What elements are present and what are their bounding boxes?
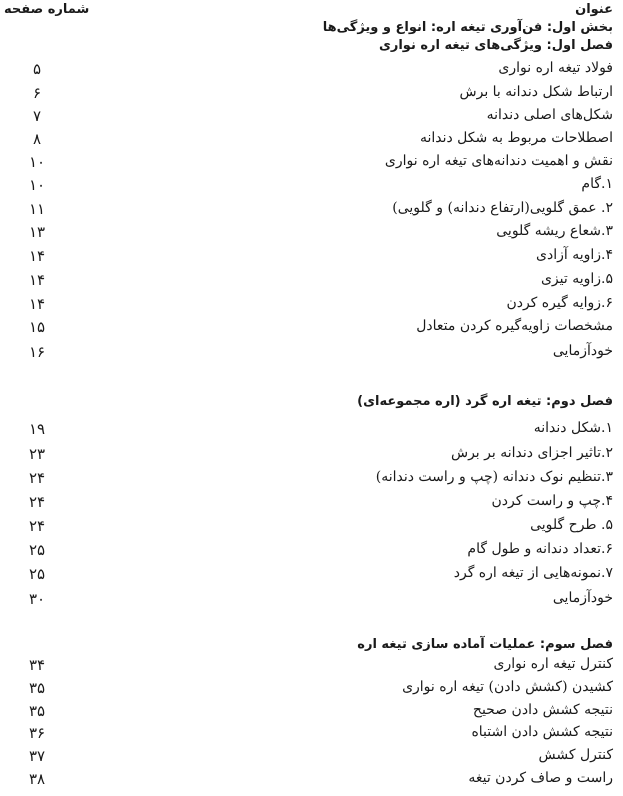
toc-entry-page: ۳۷ bbox=[28, 747, 46, 765]
toc-entry-title: ۱.شکل دندانه bbox=[533, 420, 613, 436]
toc-entry-page: ۲۴ bbox=[28, 469, 46, 487]
toc-entry-page: ۱۵ bbox=[28, 318, 46, 336]
toc-entry-page: ۲۴ bbox=[28, 517, 46, 535]
toc-entry-title: ۱.گام bbox=[581, 176, 613, 192]
column-header-title: عنوان bbox=[575, 2, 613, 17]
part-one-heading: بخش اول: فن‌آوری تیغه اره: انواع و ویژگی‌ها bbox=[322, 20, 613, 35]
toc-entry-page: ۵ bbox=[32, 60, 42, 78]
toc-entry bbox=[0, 130, 623, 152]
toc-entry-page: ۳۶ bbox=[28, 724, 46, 742]
toc-entry-page: ۷ bbox=[32, 107, 42, 125]
toc-entry-page: ۱۱ bbox=[28, 200, 46, 218]
toc-entry-page: ۳۵ bbox=[28, 679, 46, 697]
toc-entry bbox=[0, 271, 623, 293]
toc-entry bbox=[0, 517, 623, 539]
toc-entry-page: ۸ bbox=[32, 130, 42, 148]
toc-entry-page: ۶ bbox=[32, 84, 42, 102]
toc-entry-title: کشیدن (کشش دادن) تیغه اره نواری bbox=[402, 679, 613, 695]
toc-entry bbox=[0, 295, 623, 317]
toc-entry bbox=[0, 590, 623, 612]
toc-entry-page: ۲۵ bbox=[28, 541, 46, 559]
toc-entry-title: راست و صاف کردن تیغه bbox=[468, 770, 613, 786]
toc-entry bbox=[0, 724, 623, 746]
chapter-one-heading: فصل اول: ویژگی‌های تیغه اره نواری bbox=[378, 38, 613, 53]
column-header-page-number: شماره صفحه bbox=[4, 2, 90, 17]
toc-entry-page: ۳۰ bbox=[28, 590, 46, 608]
toc-entry-title: ۲.تاثیر اجزای دندانه بر برش bbox=[450, 445, 613, 461]
toc-entry-page: ۱۹ bbox=[28, 420, 46, 438]
toc-entry-title: ۴.چپ و راست کردن bbox=[491, 493, 613, 509]
toc-entry-title: نتیجه کشش دادن صحیح bbox=[472, 702, 613, 718]
toc-entry-title: ۵. طرح گلویی bbox=[530, 517, 613, 533]
toc-entry bbox=[0, 469, 623, 491]
toc-entry-title: ارتباط شکل دندانه با برش bbox=[459, 84, 613, 100]
toc-entry bbox=[0, 223, 623, 245]
toc-entry bbox=[0, 656, 623, 678]
toc-entry-title: کنترل کشش bbox=[538, 747, 613, 763]
toc-entry-title: ۳.تنظیم نوک دندانه (چپ و راست دندانه) bbox=[375, 469, 613, 485]
toc-entry-page: ۳۵ bbox=[28, 702, 46, 720]
chapter-two-heading: فصل دوم: تیغه اره گرد (اره مجموعه‌ای) bbox=[357, 394, 613, 409]
toc-entry bbox=[0, 343, 623, 365]
toc-entry-page: ۱۳ bbox=[28, 223, 46, 241]
toc-entry bbox=[0, 679, 623, 701]
toc-entry-page: ۱۴ bbox=[28, 271, 46, 289]
toc-entry-page: ۱۰ bbox=[28, 176, 46, 194]
toc-entry bbox=[0, 420, 623, 442]
toc-entry bbox=[0, 445, 623, 467]
toc-entry bbox=[0, 107, 623, 129]
toc-entry-title: اصطلاحات مربوط به شکل دندانه bbox=[419, 130, 613, 146]
toc-entry-title: ۳.شعاع ریشه گلویی bbox=[496, 223, 613, 239]
toc-entry-title: ۶.زوایه گیره کردن bbox=[506, 295, 613, 311]
toc-entry-page: ۱۴ bbox=[28, 247, 46, 265]
toc-entry-title: فولاد تیغه اره نواری bbox=[498, 60, 613, 76]
toc-entry-title: ۷.نمونه‌هایی از تیغه اره گرد bbox=[453, 565, 613, 581]
toc-entry-title: شکل‌های اصلی دندانه bbox=[486, 107, 613, 123]
toc-entry bbox=[0, 702, 623, 724]
toc-entry-title: مشخصات زاویه‌گیره کردن متعادل bbox=[416, 318, 613, 334]
toc-entry bbox=[0, 60, 623, 82]
toc-entry-title: کنترل تیغه اره نواری bbox=[493, 656, 613, 672]
toc-entry-title: نقش و اهمیت دندانه‌های تیغه اره نواری bbox=[384, 153, 613, 169]
toc-entry-title: ۴.زاویه آزادی bbox=[536, 247, 613, 263]
toc-entry bbox=[0, 84, 623, 106]
toc-entry bbox=[0, 176, 623, 198]
toc-entry bbox=[0, 565, 623, 587]
chapter-three-heading: فصل سوم: عملیات آماده سازی تیغه اره bbox=[357, 637, 613, 652]
toc-entry-page: ۱۴ bbox=[28, 295, 46, 313]
toc-entry bbox=[0, 153, 623, 175]
toc-entry-title: ۲. عمق گلویی(ارتفاع دندانه) و گلویی) bbox=[392, 200, 613, 216]
toc-entry-title: نتیجه کشش دادن اشتباه bbox=[471, 724, 613, 740]
toc-entry-title: ۵.زاویه تیزی bbox=[540, 271, 613, 287]
toc-entry bbox=[0, 318, 623, 340]
toc-entry-page: ۱۶ bbox=[28, 343, 46, 361]
toc-entry-page: ۱۰ bbox=[28, 153, 46, 171]
toc-entry bbox=[0, 247, 623, 269]
toc-entry bbox=[0, 200, 623, 222]
toc-entry bbox=[0, 747, 623, 769]
toc-entry-page: ۲۵ bbox=[28, 565, 46, 583]
toc-entry bbox=[0, 541, 623, 563]
toc-entry-page: ۲۳ bbox=[28, 445, 46, 463]
toc-entry-title: خودآزمایی bbox=[552, 343, 613, 359]
toc-entry bbox=[0, 770, 623, 792]
toc-entry-title: ۶.تعداد دندانه و طول گام bbox=[467, 541, 613, 557]
toc-entry-page: ۳۴ bbox=[28, 656, 46, 674]
toc-entry-page: ۳۸ bbox=[28, 770, 46, 788]
toc-entry-title: خودآزمایی bbox=[552, 590, 613, 606]
toc-entry-page: ۲۴ bbox=[28, 493, 46, 511]
toc-entry bbox=[0, 493, 623, 515]
